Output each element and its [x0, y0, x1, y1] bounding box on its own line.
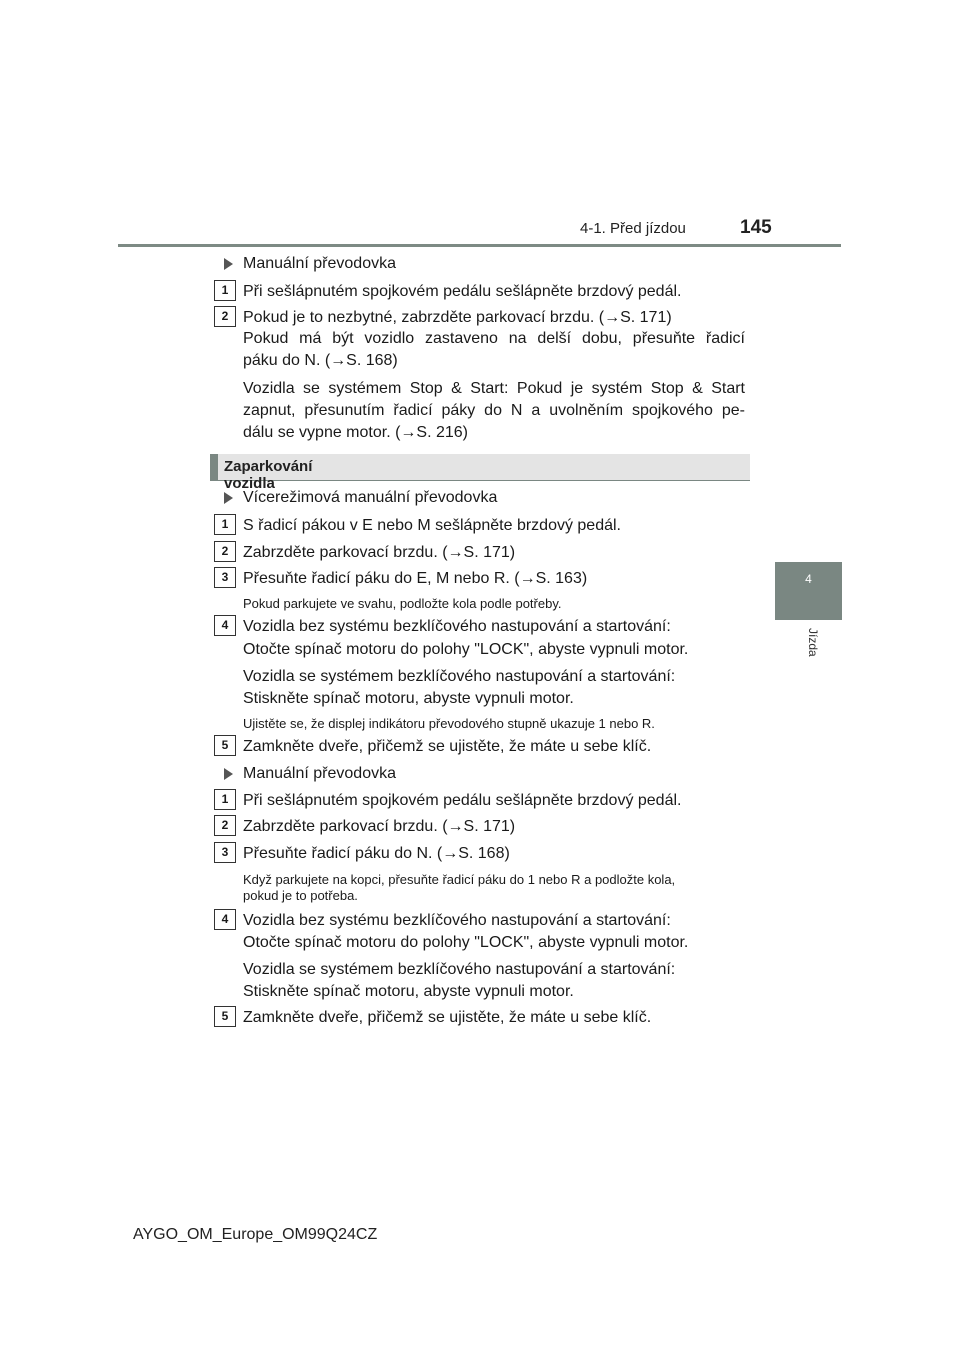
section-breadcrumb: 4-1. Před jízdou	[580, 220, 686, 237]
step-number-badge: 3	[214, 567, 236, 588]
step-text: Vozidla se systémem bezklíčového nastupování a startování:	[243, 668, 676, 685]
step-number-badge: 2	[214, 306, 236, 327]
document-code-footer: AYGO_OM_Europe_OM99Q24CZ	[133, 1226, 378, 1243]
step-text: Stiskněte spínač motoru, abyste vypnuli motor.	[243, 690, 574, 707]
step-text: Při sešlápnutém spojkovém pedálu sešlápněte brzdový pedál.	[243, 283, 682, 300]
step-text: Přesuňte řadicí páku do N. (→S. 168)	[243, 845, 510, 862]
chapter-label: Jízda	[806, 628, 820, 657]
step-number-badge: 1	[214, 789, 236, 810]
step-number-badge: 4	[214, 909, 236, 930]
step-number-badge: 1	[214, 280, 236, 301]
step-text: Pokud je to nezbytné, zabrzděte parkovací brzdu. (→S. 171)	[243, 309, 672, 326]
step-number-badge: 1	[214, 514, 236, 535]
step-number-badge: 3	[214, 842, 236, 863]
step-number-badge: 5	[214, 1006, 236, 1027]
note-text: zapnut, přesunutím řadicí páky do N a uvolněním spojkového pe-	[243, 402, 745, 419]
section-title: Zaparkování vozidla	[224, 458, 313, 492]
subheading: Manuální převodovka	[243, 255, 396, 272]
step-text: Otočte spínač motoru do polohy "LOCK", abyste vypnuli motor.	[243, 641, 689, 658]
step-text: Zamkněte dveře, přičemž se ujistěte, že máte u sebe klíč.	[243, 738, 652, 755]
chapter-number: 4	[805, 572, 812, 586]
step-text: Stiskněte spínač motoru, abyste vypnuli motor.	[243, 983, 574, 1000]
step-text: páku do N. (→S. 168)	[243, 352, 398, 369]
step-text: Zabrzděte parkovací brzdu. (→S. 171)	[243, 544, 516, 561]
subheading: Manuální převodovka	[243, 765, 396, 782]
triangle-bullet-icon	[224, 492, 233, 504]
step-text: Pokud má být vozidlo zastaveno na delší dobu, přesuňte řadicí	[243, 330, 745, 347]
step-text: S řadicí pákou v E nebo M sešlápněte brzdový pedál.	[243, 517, 621, 534]
step-note: pokud je to potřeba.	[243, 888, 358, 903]
step-note: Když parkujete na kopci, přesuňte řadicí páku do 1 nebo R a podložte kola,	[243, 872, 676, 887]
step-text: Zamkněte dveře, přičemž se ujistěte, že máte u sebe klíč.	[243, 1009, 652, 1026]
step-note: Ujistěte se, že displej indikátoru převodového stupně ukazuje 1 nebo R.	[243, 716, 655, 731]
step-number-badge: 4	[214, 615, 236, 636]
header-divider	[118, 244, 841, 247]
step-text: Přesuňte řadicí páku do E, M nebo R. (→S. 163)	[243, 570, 588, 587]
note-text: Vozidla se systémem Stop & Start: Pokud je systém Stop & Start	[243, 380, 745, 397]
step-number-badge: 2	[214, 815, 236, 836]
step-number-badge: 5	[214, 735, 236, 756]
step-note: Pokud parkujete ve svahu, podložte kola podle potřeby.	[243, 596, 562, 611]
step-number-badge: 2	[214, 541, 236, 562]
step-text: Vozidla se systémem bezklíčového nastupování a startování:	[243, 961, 676, 978]
triangle-bullet-icon	[224, 258, 233, 270]
subheading: Vícerežimová manuální převodovka	[243, 489, 498, 506]
step-text: Zabrzděte parkovací brzdu. (→S. 171)	[243, 818, 516, 835]
chapter-tab-box	[775, 562, 842, 620]
step-text: Při sešlápnutém spojkovém pedálu sešlápněte brzdový pedál.	[243, 792, 682, 809]
triangle-bullet-icon	[224, 768, 233, 780]
note-text: dálu se vypne motor. (→S. 216)	[243, 424, 468, 441]
step-text: Otočte spínač motoru do polohy "LOCK", abyste vypnuli motor.	[243, 934, 689, 951]
step-text: Vozidla bez systému bezklíčového nastupování a startování:	[243, 618, 671, 635]
step-text: Vozidla bez systému bezklíčového nastupování a startování:	[243, 912, 671, 929]
page-number: 145	[740, 217, 772, 238]
